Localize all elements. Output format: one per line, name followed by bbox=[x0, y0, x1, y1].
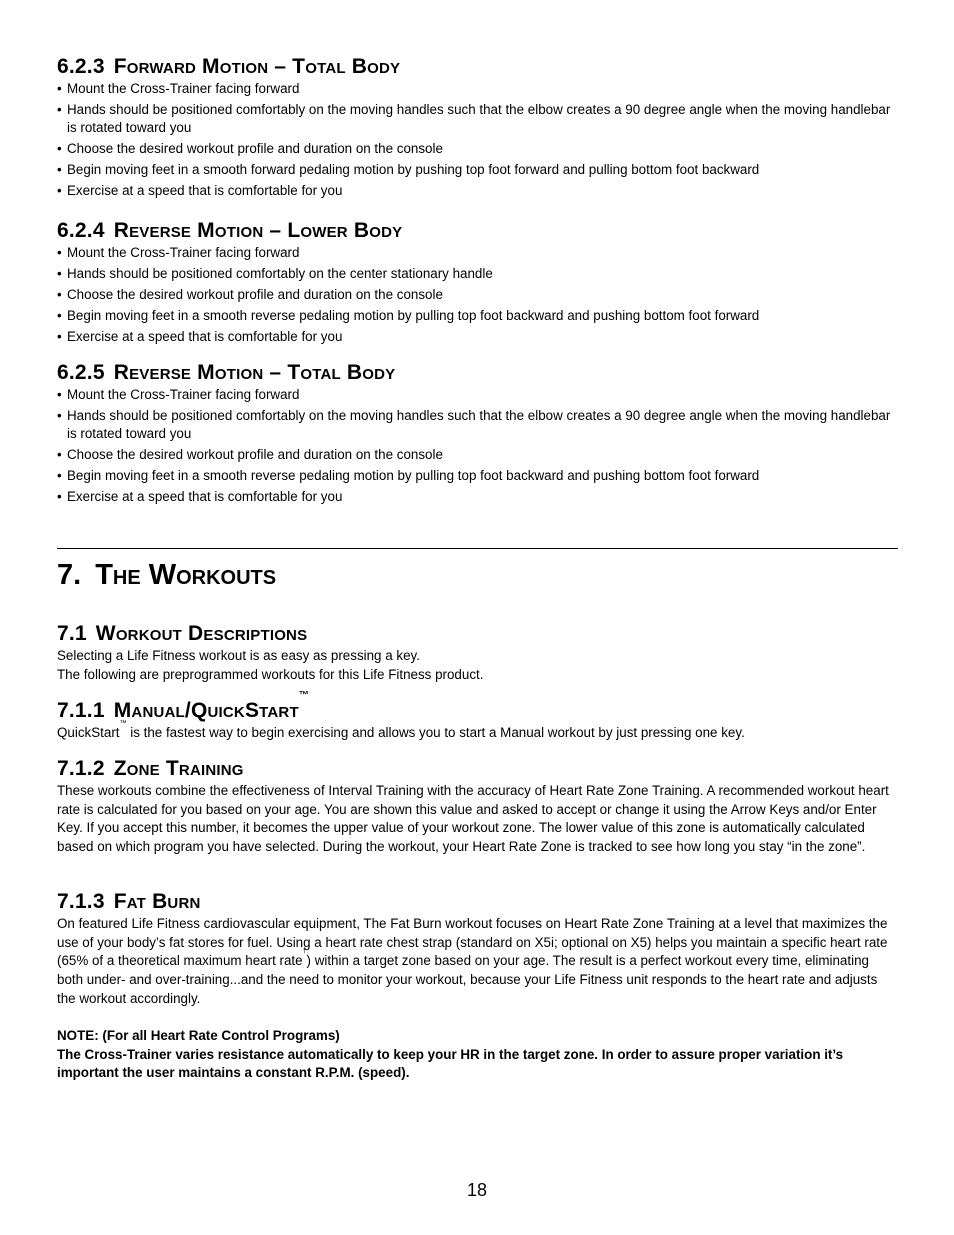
section-heading: 6.2.5 Reverse Motion – Total Body bbox=[57, 361, 396, 384]
list-item: • Exercise at a speed that is comfortable for you bbox=[57, 488, 897, 506]
section-7-1 bbox=[57, 621, 897, 684]
note-heading: NOTE: (For all Heart Rate Control Programs) bbox=[57, 1028, 340, 1043]
trademark-symbol: ™ bbox=[298, 690, 310, 701]
paragraph: These workouts combine the effectiveness of Interval Training with the accuracy of Heart Rate Zone Training. A recommended workout heart rate is calculated for you based on your age. You are shown this value and asked to accept or change it using the Arrow Keys and/or Enter Key. If you accept this number, it becomes the upper value of your workout zone. The lower value of this zone is automatically calculated based on which program you have selected. During the workout, your Heart Rate Zone is tracked to see how long you stay “in the zone”. bbox=[57, 783, 889, 855]
chapter-divider bbox=[57, 548, 898, 549]
list-item: • Choose the desired workout profile and duration on the console bbox=[57, 286, 897, 304]
list-item: • Choose the desired workout profile and duration on the console bbox=[57, 140, 897, 158]
section-heading: 7.1.3 Fat Burn bbox=[57, 890, 201, 913]
section-7-1-2 bbox=[57, 756, 897, 857]
chapter-7 bbox=[57, 558, 897, 592]
section-7-1-1 bbox=[57, 690, 897, 743]
list-item: • Exercise at a speed that is comfortable for you bbox=[57, 182, 897, 200]
section-6-2-5 bbox=[57, 360, 897, 509]
chapter-title: 7. The Workouts bbox=[57, 559, 277, 591]
list-item: • Mount the Cross-Trainer facing forward bbox=[57, 244, 897, 262]
list-item: • Hands should be positioned comfortably on the center stationary handle bbox=[57, 265, 897, 283]
list-item: • Hands should be positioned comfortably on the moving handles such that the elbow creates a 90 degree angle when the moving handlebar is rotated toward you bbox=[57, 101, 897, 137]
paragraph: On featured Life Fitness cardiovascular equipment, The Fat Burn workout focuses on Heart Rate Zone Training at a level that maximizes the use of your body’s fat stores for fuel. Using a heart rate chest strap (standard on X5i; optional on X5) helps you maintain a specific heart rate (65% of a theoretical maximum heart rate†) within a target zone based on your age. The result is a perfect workout every time, eliminating both under- and over-training...and the need to monitor your workout, because your Life Fitness unit responds to the heart rate and adjusts the workout accordingly. bbox=[57, 916, 888, 1006]
paragraph: Selecting a Life Fitness workout is as easy as pressing a key. bbox=[57, 648, 420, 663]
list-item: • Begin moving feet in a smooth reverse pedaling motion by pulling top foot backward and pushing bottom foot forward bbox=[57, 467, 897, 485]
section-6-2-4 bbox=[57, 218, 897, 349]
page-number: 18 bbox=[466, 1180, 488, 1200]
list-item: • Exercise at a speed that is comfortable for you bbox=[57, 328, 897, 346]
list-item: • Hands should be positioned comfortably on the moving handles such that the elbow creates a 90 degree angle when the moving handlebar is rotated toward you bbox=[57, 407, 897, 443]
list-item: • Begin moving feet in a smooth forward pedaling motion by pushing top foot forward and pulling bottom foot backward bbox=[57, 161, 897, 179]
section-heading: 7.1.1 Manual/QuickStart™ bbox=[57, 690, 310, 722]
section-6-2-3 bbox=[57, 54, 897, 203]
bullet-list bbox=[57, 386, 897, 506]
list-item: • Mount the Cross-Trainer facing forward bbox=[57, 80, 897, 98]
section-heading: 6.2.3 Forward Motion – Total Body bbox=[57, 55, 401, 78]
list-item: • Choose the desired workout profile and duration on the console bbox=[57, 446, 897, 464]
list-item: • Mount the Cross-Trainer facing forward bbox=[57, 386, 897, 404]
section-heading: 7.1 Workout Descriptions bbox=[57, 622, 308, 645]
paragraph: The following are preprogrammed workouts for this Life Fitness product. bbox=[57, 666, 484, 682]
bullet-list bbox=[57, 244, 897, 346]
note-body: The Cross-Trainer varies resistance automatically to keep your HR in the target zone. In order to assure proper variation it’s important the user maintains a constant R.P.M. (speed). bbox=[57, 1046, 844, 1081]
paragraph: QuickStart™ is the fastest way to begin exercising and allows you to start a Manual workout by just pressing one key. bbox=[57, 720, 745, 740]
note-block bbox=[57, 1027, 897, 1083]
section-heading: 6.2.4 Reverse Motion – Lower Body bbox=[57, 219, 403, 242]
section-heading: 7.1.2 Zone Training bbox=[57, 757, 244, 780]
list-item: • Begin moving feet in a smooth reverse pedaling motion by pulling top foot backward and pushing bottom foot forward bbox=[57, 307, 897, 325]
section-7-1-3 bbox=[57, 889, 897, 1009]
bullet-list bbox=[57, 80, 897, 200]
